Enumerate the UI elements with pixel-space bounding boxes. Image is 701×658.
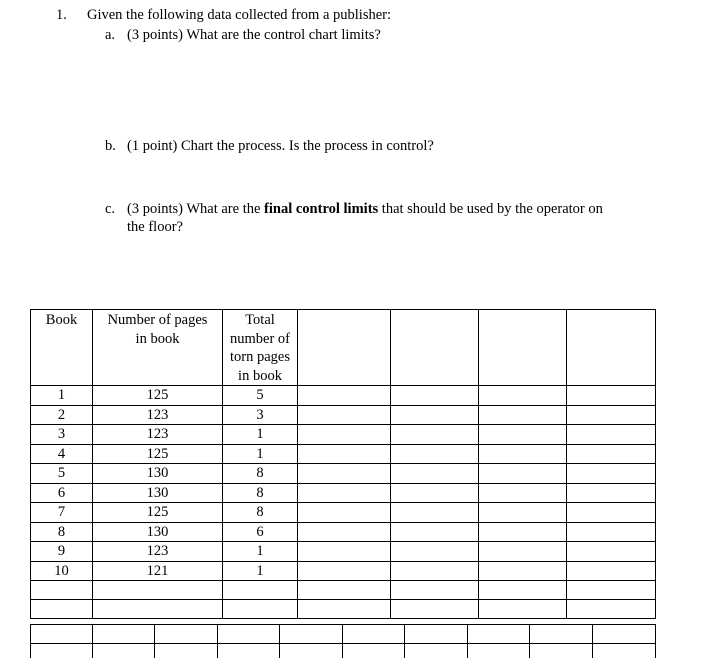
table-cell (593, 625, 656, 644)
cell-book: 9 (31, 542, 93, 562)
table-cell (479, 405, 567, 425)
table-cell (391, 522, 479, 542)
cell-book: 7 (31, 503, 93, 523)
table-cell (468, 625, 530, 644)
data-table (30, 309, 656, 619)
table-row (31, 464, 656, 484)
table-cell (391, 581, 479, 600)
table-cell (391, 561, 479, 581)
part-c-post: that should be used by the operator on (378, 201, 603, 217)
cell-torn: 1 (223, 425, 298, 445)
part-b-letter: b. (105, 138, 116, 154)
table-cell (530, 625, 593, 644)
cell-pages: 123 (93, 425, 223, 445)
cell-book: 6 (31, 483, 93, 503)
cell-pages: 123 (93, 405, 223, 425)
cell-book: 5 (31, 464, 93, 484)
question-number: 1. (56, 7, 67, 23)
table-cell (298, 464, 391, 484)
cell-torn: 1 (223, 444, 298, 464)
table-cell (93, 625, 155, 644)
cell-torn: 8 (223, 483, 298, 503)
table-cell (298, 386, 391, 406)
table-cell (567, 425, 656, 445)
table-row (31, 503, 656, 523)
cell-book: 3 (31, 425, 93, 445)
table-row-empty (31, 581, 656, 600)
table-cell (530, 644, 593, 658)
table-cell (567, 405, 656, 425)
cell-torn: 1 (223, 542, 298, 562)
table-row (31, 542, 656, 562)
table-cell (567, 444, 656, 464)
table-row (31, 444, 656, 464)
cell-pages: 125 (93, 503, 223, 523)
table-cell (31, 581, 93, 600)
table-cell (567, 386, 656, 406)
table-cell (391, 542, 479, 562)
header-book: Book (31, 310, 93, 386)
table-cell (567, 483, 656, 503)
table-cell (298, 522, 391, 542)
part-b-text: (1 point) Chart the process. Is the process in control? (127, 138, 434, 154)
cell-book: 10 (31, 561, 93, 581)
table-cell (218, 644, 280, 658)
second-table (30, 624, 656, 658)
header-torn: Total number of torn pages in book (223, 310, 298, 386)
table-cell (391, 425, 479, 445)
table-cell (479, 581, 567, 600)
table-cell (93, 644, 155, 658)
table-cell (31, 600, 93, 619)
table-cell (479, 600, 567, 619)
cell-pages: 125 (93, 444, 223, 464)
table-cell (567, 542, 656, 562)
cell-pages: 130 (93, 522, 223, 542)
table-row (31, 386, 656, 406)
table-cell (93, 581, 223, 600)
table-cell (223, 581, 298, 600)
table-cell (391, 483, 479, 503)
table-cell (298, 600, 391, 619)
table-cell (31, 644, 93, 658)
table-cell (298, 444, 391, 464)
table-cell (479, 542, 567, 562)
table-cell (223, 600, 298, 619)
table-row (31, 425, 656, 445)
cell-pages: 121 (93, 561, 223, 581)
part-a-letter: a. (105, 27, 116, 43)
cell-book: 4 (31, 444, 93, 464)
table-cell (479, 310, 567, 386)
table-cell (468, 644, 530, 658)
cell-torn: 1 (223, 561, 298, 581)
table-cell (298, 425, 391, 445)
table-cell (298, 542, 391, 562)
cell-book: 1 (31, 386, 93, 406)
table-cell (567, 522, 656, 542)
table-header-row (31, 310, 656, 386)
table-cell (567, 600, 656, 619)
cell-torn: 8 (223, 503, 298, 523)
table-cell (298, 405, 391, 425)
table-cell (280, 644, 343, 658)
part-c-letter: c. (105, 201, 116, 217)
table-cell (391, 600, 479, 619)
table-cell (391, 386, 479, 406)
table-cell (479, 503, 567, 523)
table-cell (479, 522, 567, 542)
table-cell (567, 310, 656, 386)
table-cell (479, 561, 567, 581)
table-cell (343, 625, 405, 644)
table-cell (155, 625, 218, 644)
cell-torn: 5 (223, 386, 298, 406)
table-cell (405, 625, 468, 644)
table-cell (479, 483, 567, 503)
cell-book: 2 (31, 405, 93, 425)
table-cell (298, 483, 391, 503)
table-cell (479, 464, 567, 484)
table-cell (343, 644, 405, 658)
question-stem: Given the following data collected from a publisher: (87, 7, 392, 23)
part-c-text (127, 201, 603, 218)
table-cell (155, 644, 218, 658)
table-cell (298, 503, 391, 523)
table-cell (479, 425, 567, 445)
table-row (31, 483, 656, 503)
table-cell (298, 581, 391, 600)
table-cell (31, 625, 93, 644)
part-c-bold: final control limits (264, 201, 379, 217)
cell-torn: 6 (223, 522, 298, 542)
table-cell (391, 464, 479, 484)
cell-torn: 3 (223, 405, 298, 425)
table-row-empty (31, 644, 656, 658)
table-cell (479, 386, 567, 406)
table-cell (567, 581, 656, 600)
table-cell (405, 644, 468, 658)
table-cell (567, 561, 656, 581)
table-cell (218, 625, 280, 644)
cell-pages: 123 (93, 542, 223, 562)
table-cell (298, 561, 391, 581)
table-cell (593, 644, 656, 658)
cell-pages: 125 (93, 386, 223, 406)
table-cell (391, 405, 479, 425)
table-cell (280, 625, 343, 644)
part-c-pre: (3 points) What are the (127, 201, 265, 217)
cell-torn: 8 (223, 464, 298, 484)
header-pages: Number of pages in book (93, 310, 223, 386)
table-cell (567, 464, 656, 484)
cell-book: 8 (31, 522, 93, 542)
table-cell (479, 444, 567, 464)
part-c-line2: the floor? (127, 219, 183, 235)
table-row (31, 405, 656, 425)
table-cell (391, 310, 479, 386)
table-cell (567, 503, 656, 523)
table-cell (93, 600, 223, 619)
table-row (31, 561, 656, 581)
table-cell (391, 503, 479, 523)
table-row (31, 522, 656, 542)
cell-pages: 130 (93, 483, 223, 503)
cell-pages: 130 (93, 464, 223, 484)
table-cell (298, 310, 391, 386)
table-row-empty (31, 600, 656, 619)
table-row-empty (31, 625, 656, 644)
table-cell (391, 444, 479, 464)
part-a-text: (3 points) What are the control chart limits? (127, 27, 381, 43)
